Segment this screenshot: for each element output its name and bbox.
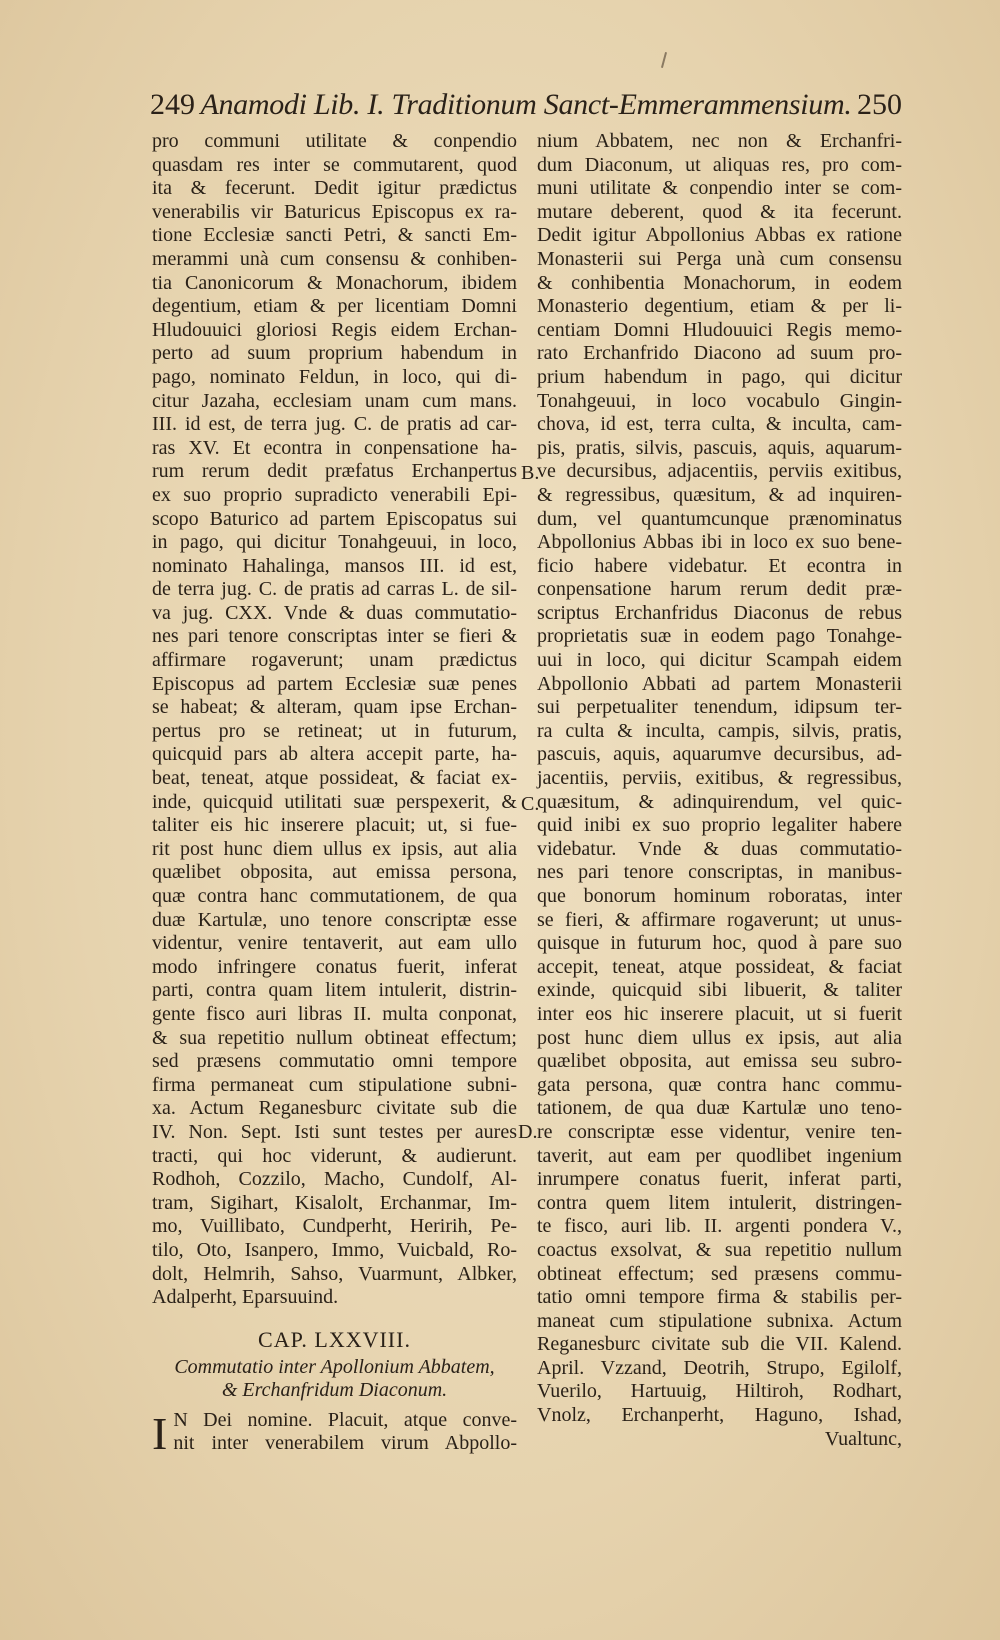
text-line: tia Canonicorum & Monachorum, ibidem (152, 271, 517, 294)
text-line: merammi unà cum consensu & conhiben- (152, 247, 517, 270)
text-line: Tonahgeuui, in loco vocabulo Gingin- (537, 389, 902, 412)
left-column-text (152, 130, 517, 1310)
text-line: & regressibus, quæsitum, & ad inquiren- (537, 483, 902, 506)
text-line: ficio habere videbatur. Et econtra in (537, 554, 902, 577)
text-line: nium Abbatem, nec non & Erchanfri- (537, 130, 902, 152)
text-line: de terra jug. C. de pratis ad carras L. de sil- (152, 578, 517, 601)
text-line: dum Diaconum, ut aliquas res, pro com- (537, 153, 902, 176)
text-line: se habeat; & alteram, quam ipse Erchan- (152, 696, 517, 719)
text-line: mo, Vuillibato, Cundperht, Heririh, Pe- (152, 1215, 517, 1238)
text-line: nes pari tenore conscriptas, in manibus- (537, 861, 902, 884)
text-line: tione Ecclesiæ sancti Petri, & sancti Em- (152, 224, 517, 247)
chapter-subtitle-1: Commutatio inter Apollonium Abbatem, (174, 1355, 495, 1378)
text-line: degentium, etiam & per licentiam Domni (152, 295, 517, 318)
text-line: tationem, de qua duæ Kartulæ uno teno- (537, 1097, 902, 1120)
text-line: quasdam res inter se commutarent, quod (152, 153, 517, 176)
text-line: Vnolz, Erchanperht, Haguno, Ishad, (537, 1404, 902, 1427)
text-line: Monasterii sui Perga unà cum consensu (537, 247, 902, 270)
text-line: se fieri, & affirmare rogaverunt; ut unus- (537, 908, 902, 931)
text-line: maneat cum stipulatione subnixa. Actum (537, 1309, 902, 1332)
chapter-line-1: N Dei nomine. Placuit, atque conve- (173, 1408, 517, 1431)
text-line: tracti, qui hoc viderunt, & audierunt. (152, 1144, 517, 1167)
text-line: ita & fecerunt. Dedit igitur prædictus (152, 177, 517, 200)
text-line: tram, Sigihart, Kisalolt, Erchanmar, Im- (152, 1191, 517, 1214)
text-line: citur Jazaha, ecclesiam unam cum mans. (152, 389, 517, 412)
text-line: sui perpetualiter tenendum, idipsum ter- (537, 696, 902, 719)
text-line: quid inibi ex suo proprio legaliter habere (537, 814, 902, 837)
text-line: sed præsens commutatio omni tempore (152, 1050, 517, 1073)
text-line: que bonorum hominum roboratas, inter (537, 885, 902, 907)
text-line: gata persona, quæ contra hanc commu- (537, 1073, 902, 1096)
text-line: te fisco, auri lib. II. argenti pondera V., (537, 1215, 902, 1238)
text-line: Episcopus ad partem Ecclesiæ suæ penes (152, 672, 517, 695)
text-line: muni utilitate & conpendio inter se com- (537, 177, 902, 200)
right-column (537, 130, 902, 1451)
text-line: va jug. CXX. Vnde & duas commutatio- (152, 601, 517, 624)
text-line: coactus exsolvat, & sua repetitio nullum (537, 1238, 902, 1261)
text-line: April. Vzzand, Deotrih, Strupo, Egilolf, (537, 1356, 902, 1379)
text-line: ras XV. Et econtra in conpensatione ha- (152, 436, 517, 459)
text-line: in pago, qui dicitur Tonahgeuui, in loco, (152, 531, 517, 554)
text-line: post hunc diem ullus ex ipsis, aut alia (537, 1026, 902, 1049)
right-column-text (537, 130, 902, 1451)
text-line: Vuerilo, Hartuuig, Hiltiroh, Rodhart, (537, 1380, 902, 1403)
text-line: pascuis, aquis, aquarumve decursibus, ad- (537, 743, 902, 766)
text-line: Monasterio degentium, etiam & per li- (537, 295, 902, 318)
text-line: prium habendum in pago, qui dicitur (537, 365, 902, 388)
section-marker-d: D. (518, 1121, 538, 1143)
section-marker-c: C. (521, 793, 540, 815)
text-line: quælibet obposita, aut emissa persona, (152, 861, 517, 884)
text-line: pis, pratis, silvis, pascuis, aquis, aquarum- (537, 436, 902, 459)
text-line: & sua repetitio nullum obtineat effectum; (152, 1026, 517, 1049)
text-line: scopo Baturico ad partem Episcopatus sui (152, 507, 517, 530)
text-line: firma permaneat cum stipulatione subni- (152, 1073, 517, 1096)
text-line: Dedit igitur Abpollonius Abbas ex ratione (537, 224, 902, 247)
text-line: rit post hunc diem ullus ex ipsis, aut alia (152, 837, 517, 860)
text-line: nes pari tenore conscriptas inter se fieri & (152, 625, 517, 648)
text-line: dolt, Helmrih, Sahso, Vuarmunt, Albker, (152, 1262, 517, 1285)
text-line: inrumpere conatus fuerit, inferat parti, (537, 1168, 902, 1191)
chapter-line-2: nit inter venerabilem virum Abpollo- (173, 1432, 517, 1455)
text-line: nominato Hahalinga, mansos III. id est, (152, 554, 517, 577)
running-title: Anamodi Lib. I. Traditionum Sanct-Emmerammensium. (200, 88, 852, 121)
text-line: xa. Actum Reganesburc civitate sub die (152, 1097, 517, 1120)
text-line: III. id est, de terra jug. C. de pratis ad car- (152, 413, 517, 436)
text-line: obtineat effectum; sed præsens commu- (537, 1262, 902, 1285)
text-line: quicquid pars ab altera accepit parte, ha- (152, 743, 517, 766)
text-line: Reganesburc civitate sub die VII. Kalend. (537, 1333, 902, 1356)
text-line: pago, nominato Feldun, in loco, qui di- (152, 365, 517, 388)
text-line: tilo, Oto, Isanpero, Immo, Vuicbald, Ro- (152, 1238, 517, 1261)
text-line: videntur, venire tentaverit, aut eam ullo (152, 932, 517, 955)
left-column (152, 130, 517, 1459)
text-line: Vualtunc, (824, 1427, 902, 1450)
text-line: perto ad suum proprium habendum in (152, 342, 517, 365)
text-line: parti, contra quam litem intulerit, distrin- (152, 979, 517, 1002)
text-line: Abpollonio Abbati ad partem Monasterii (537, 672, 902, 695)
text-line: accepit, teneat, atque possideat, & faciat (537, 955, 902, 978)
text-line: venerabilis vir Baturicus Episcopus ex ra- (152, 200, 517, 223)
text-line: ve decursibus, adjacentiis, perviis exitibus, (537, 460, 902, 483)
text-line: Abpollonius Abbas ibi in loco ex suo bene- (537, 531, 902, 554)
text-line: duæ Kartulæ, uno tenore conscriptæ esse (152, 908, 517, 931)
text-line: proprietatis suæ in eodem pago Tonahge- (537, 625, 902, 648)
text-line: quisque in futurum hoc, quod à pare suo (537, 932, 902, 955)
text-line: contra quem litem intulerit, distringen- (537, 1191, 902, 1214)
drop-cap: I (152, 1407, 168, 1459)
text-line: Hludouuici gloriosi Regis eidem Erchan- (152, 318, 517, 341)
text-line: mutare deberent, quod & ita fecerunt. (537, 200, 902, 223)
text-line: centiam Domni Hludouuici Regis memo- (537, 318, 902, 341)
text-line: re conscriptæ esse videntur, venire ten- (537, 1120, 902, 1143)
text-line: gente fisco auri libras II. multa conponat, (152, 1002, 517, 1025)
text-line: Rodhoh, Cozzilo, Macho, Cundolf, Al- (152, 1168, 517, 1191)
text-line: ra culta & inculta, campis, silvis, pratis, (537, 719, 902, 742)
chapter-opening (152, 1407, 517, 1459)
text-line: rato Erchanfrido Diacono ad suum pro- (537, 342, 902, 365)
page-number-right: 250 (857, 88, 902, 121)
text-line: taliter eis hic inserere placuit; ut, si fue- (152, 814, 517, 837)
page-number-left: 249 (150, 88, 195, 121)
text-line: chova, id est, terra culta, & inculta, cam- (537, 413, 902, 436)
ink-mark (661, 52, 667, 68)
text-line: uui in loco, qui dicitur Scampah eidem (537, 649, 902, 672)
text-line: quælibet obposita, aut emissa seu subro- (537, 1050, 902, 1073)
section-marker-b: B. (521, 462, 540, 484)
text-line: rum rerum dedit præfatus Erchanpertus (152, 460, 517, 483)
text-line: dum, vel quantumcunque prænominatus (537, 507, 902, 530)
text-line: videbatur. Vnde & duas commutatio- (537, 837, 902, 860)
text-line: conpensatione harum rerum dedit præ- (537, 578, 902, 601)
text-line: modo infringere conatus fuerit, inferat (152, 955, 517, 978)
text-line: & conhibentia Monachorum, in eodem (537, 271, 902, 294)
text-line: quæsitum, & adinquirendum, vel quic- (537, 790, 902, 813)
text-line: inde, quicquid utilitati suæ perspexerit, & (152, 790, 517, 813)
text-line: IV. Non. Sept. Isti sunt testes per aures (152, 1120, 517, 1143)
text-line: jacentiis, perviis, exitibus, & regressibus, (537, 767, 902, 790)
text-line: exinde, quicquid sibi libuerit, & taliter (537, 979, 902, 1002)
text-line: beat, teneat, atque possideat, & faciat ex- (152, 767, 517, 790)
page-header (150, 88, 902, 128)
text-line: pro communi utilitate & conpendio (152, 130, 517, 152)
text-line: ex suo proprio supradicto venerabili Epi- (152, 483, 517, 506)
text-line: Adalperht, Eparsuuind. (152, 1286, 339, 1309)
text-line: affirmare rogaverunt; unam prædictus (152, 649, 517, 672)
text-line: inter eos hic inserere placuit, ut si fuerit (537, 1002, 902, 1025)
chapter-heading: CAP. LXXVIII. (258, 1326, 411, 1352)
text-line: quæ contra hanc commutationem, de qua (152, 885, 517, 907)
text-line: scriptus Erchanfridus Diaconus de rebus (537, 601, 902, 624)
text-line: pertus pro se retineat; ut in futurum, (152, 719, 517, 742)
text-line: taverit, aut eam per quodlibet ingenium (537, 1144, 902, 1167)
chapter-subtitle-2: & Erchanfridum Diaconum. (221, 1379, 448, 1402)
text-line: tatio omni tempore firma & stabilis per- (537, 1286, 902, 1309)
